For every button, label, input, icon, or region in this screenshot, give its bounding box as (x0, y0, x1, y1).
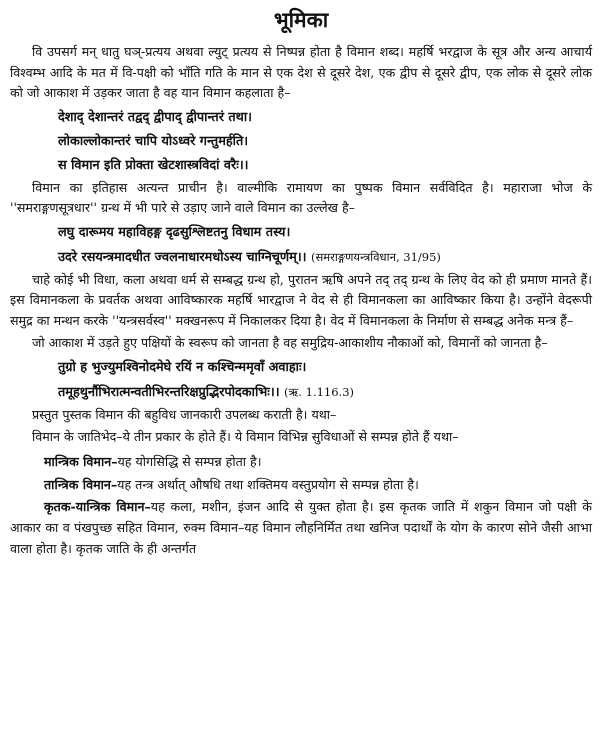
verse-line (10, 245, 592, 270)
verse-text: उदरे रसयन्त्रमादधीत ज्वलनाधारमधोऽस्य चाग्निचूर्णम्।। (58, 249, 307, 265)
paragraph-intro: वि उपसर्ग मन् धातु घञ्-प्रत्यय अथवा ल्युट् प्रत्यय से निष्पन्न होता है विमान शब्द। महर्षि भरद्वाज के सूत्र और अन्य आचार्य विश्वम्भ आदि के मत में वि-पक्षी को भाँति गति के मान से एक देश से दूसरे देश, एक द्वीप से दूसरे द्वीप, एक लोक से दूसरे लोक को जो आकाश में उड़कर जाता है वह यान विमान कहलाता है– (10, 44, 592, 100)
item-text: यह तन्त्र अर्थात् औषधि तथा शक्तिमय वस्तुप्रयोग से सम्पन्न होता है। (117, 476, 419, 492)
list-item (10, 473, 592, 496)
paragraph-birds: जो आकाश में उड़ते हुए पक्षियों के स्वरूप को जानता है वह समुद्रिय-आकाशीय नौकाओं को, विमानों को जानता है– (32, 335, 548, 350)
page-title: भूमिका (273, 7, 329, 32)
verse-line: लघु दारूमय महाविहङ्ग दृढसुश्लिष्टतनु विधाम तस्य। (58, 224, 291, 240)
paragraph-book: प्रस्तुत पुस्तक विमान की बहुविध जानकारी उपलब्ध कराती है। यथा– (32, 406, 337, 422)
list-item (10, 450, 592, 473)
verse-text: तमूहथुर्नौभिरात्मन्वतीभिरन्तरिक्षप्रुद्भिरपोदकाभिः।। (58, 384, 280, 400)
item-text: यह योगसिद्धि से सम्पन्न होता है। (117, 453, 262, 469)
paragraph-veda: चाहे कोई भी विधा, कला अथवा धर्म से सम्बद्ध ग्रन्थ हो, पुरातन ऋषि अपने तद् तद् ग्रन्थ के लिए वेद को ही प्रमाण मानते हैं। इस विमानकला के प्रवर्तक अथवा आविष्कारक महर्षि भारद्वाज ने वेद से ही विमानकला का आविष्कार किया है। उन्होंने वेदरूपी समुद्र का मन्थन करके ''यन्त्रसर्वस्व'' मक्खनरूप में निकालकर दिया है। वेद में विमानकला के निर्माण से सम्बद्ध अनेक मन्त्र हैं– (10, 271, 592, 328)
verse-reference: (समराङ्गणयन्त्रविधान, 31/95) (311, 249, 441, 264)
item-term: मान्त्रिक विमान– (44, 453, 118, 469)
paragraph-history: विमान का इतिहास अत्यन्त प्राचीन है। वाल्मीकि रामायण का पुष्पक विमान सर्वविदित है। महाराजा भोज के ''समराङ्गणसूत्रधार'' ग्रन्थ में भी पारे से उड़ाए जाने वाले विमान का उल्लेख है– (10, 179, 592, 215)
item-term: तान्त्रिक विमान– (44, 476, 118, 492)
verse-line: देशाद् देशान्तरं तद्वद् द्वीपाद् द्वीपान्तरं तथा। (58, 109, 253, 125)
list-item (10, 496, 592, 559)
verse-reference: (ऋ. 1.116.3) (284, 384, 355, 399)
item-term: कृतक-यान्त्रिक विमान– (44, 498, 151, 514)
paragraph-types: विमान के जातिभेद–ये तीन प्रकार के होते हैं। ये विमान विभिन्न सुविधाओं से सम्पन्न होते हैं यथा– (32, 429, 459, 444)
verse-line: तुग्रो ह भुज्युमश्विनोदमेघे रयिं न कश्चिन्ममृवाँ अवाहाः। (58, 359, 307, 375)
verse-line: लोकाल्लोकान्तरं चापि योऽध्वरे गन्तुमर्हति। (58, 133, 249, 149)
item-text: यह कला, मशीन, इंजन आदि से युक्त होता है। इस कृतक जाति में शकुन विमान जो पक्षी के आकार का व पंखपुच्छ सहित विमान, रुक्म विमान–यह विमान लौहनिर्मित तथा खनिज पदार्थों के योग के कारण सोने जैसी आभा वाला होता है। कृतक जाति के ही अन्तर्गत (10, 498, 592, 556)
verse-line (10, 380, 592, 405)
verse-line: स विमान इति प्रोक्ता खेटशास्त्रविदां वरैः।। (58, 157, 249, 173)
